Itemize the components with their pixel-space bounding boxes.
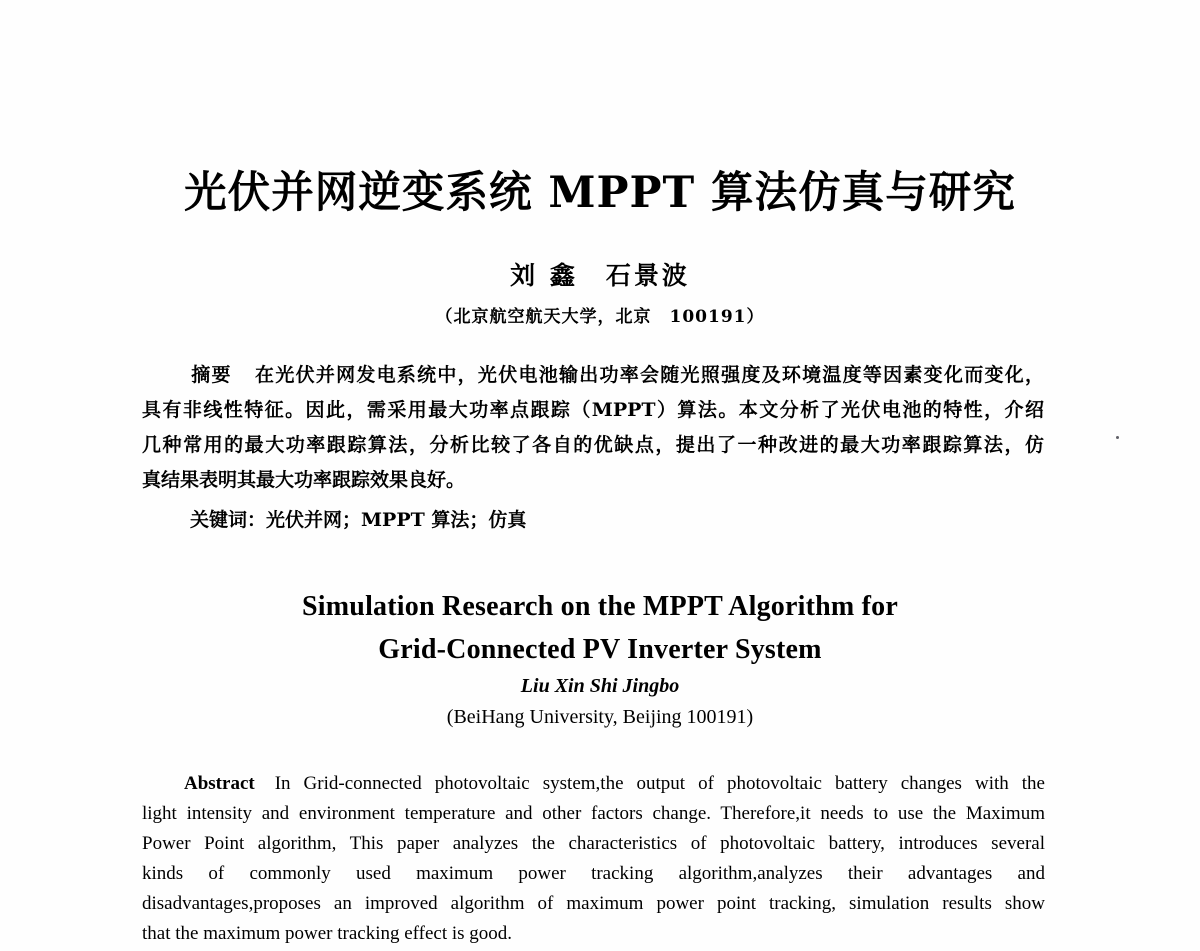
abstract-chinese-line-2: 具有非线性特征。因此，需采用最大功率点跟踪（MPPT）算法。本文分析了光伏电池的特性，介绍: [142, 399, 1044, 421]
abstract-label-chinese: 摘要: [190, 364, 232, 386]
abstract-label-english: Abstract: [184, 773, 255, 794]
abstract-chinese-line-1: [142, 358, 1044, 393]
abstract-english-line-3: Power Point algorithm, This paper analyzes the characteristics of photovoltaic battery, introduces several: [142, 833, 1045, 854]
abstract-english-line-6: that the maximum power tracking effect is good.: [142, 923, 513, 944]
abstract-chinese-text-1: 在光伏并网发电系统中，光伏电池输出功率会随光照强度及环境温度等因素变化而变化，: [253, 364, 1044, 386]
page-title-english-line-1: Simulation Research on the MPPT Algorithm for: [302, 591, 898, 622]
scan-artifact-speck: [1116, 436, 1119, 439]
page-title-english-line-2: Grid-Connected PV Inverter System: [378, 634, 822, 665]
authors-english: Liu Xin Shi Jingbo: [520, 675, 680, 697]
affiliation-chinese: （北京航空航天大学，北京 100191）: [435, 307, 765, 327]
abstract-english-line-4: kinds of commonly used maximum power tracking algorithm,analyzes their advantages and: [142, 863, 1045, 884]
authors-chinese: 刘 鑫 石景波: [510, 261, 690, 290]
abstract-english: [142, 769, 1045, 949]
affiliation-english: (BeiHang University, Beijing 100191): [446, 706, 754, 728]
abstract-chinese: [142, 358, 1044, 498]
abstract-english-text-1: In Grid-connected photovoltaic system,the output of photovoltaic battery changes with the: [274, 773, 1045, 794]
abstract-chinese-line-3: 几种常用的最大功率跟踪算法，分析比较了各自的优缺点，提出了一种改进的最大功率跟踪算法，仿: [142, 434, 1044, 456]
page-title-chinese: 光伏并网逆变系统 MPPT 算法仿真与研究: [184, 168, 1016, 218]
keywords-chinese: 关键词：光伏并网；MPPT 算法；仿真: [190, 509, 527, 531]
abstract-chinese-line-4: 真结果表明其最大功率跟踪效果良好。: [142, 469, 466, 491]
abstract-english-line-5: disadvantages,proposes an improved algorithm of maximum power point tracking, simulation results show: [142, 893, 1045, 914]
abstract-english-line-2: light intensity and environment temperature and other factors change. Therefore,it needs to use the Maximum: [142, 803, 1045, 824]
abstract-english-line-1: [142, 769, 1045, 799]
